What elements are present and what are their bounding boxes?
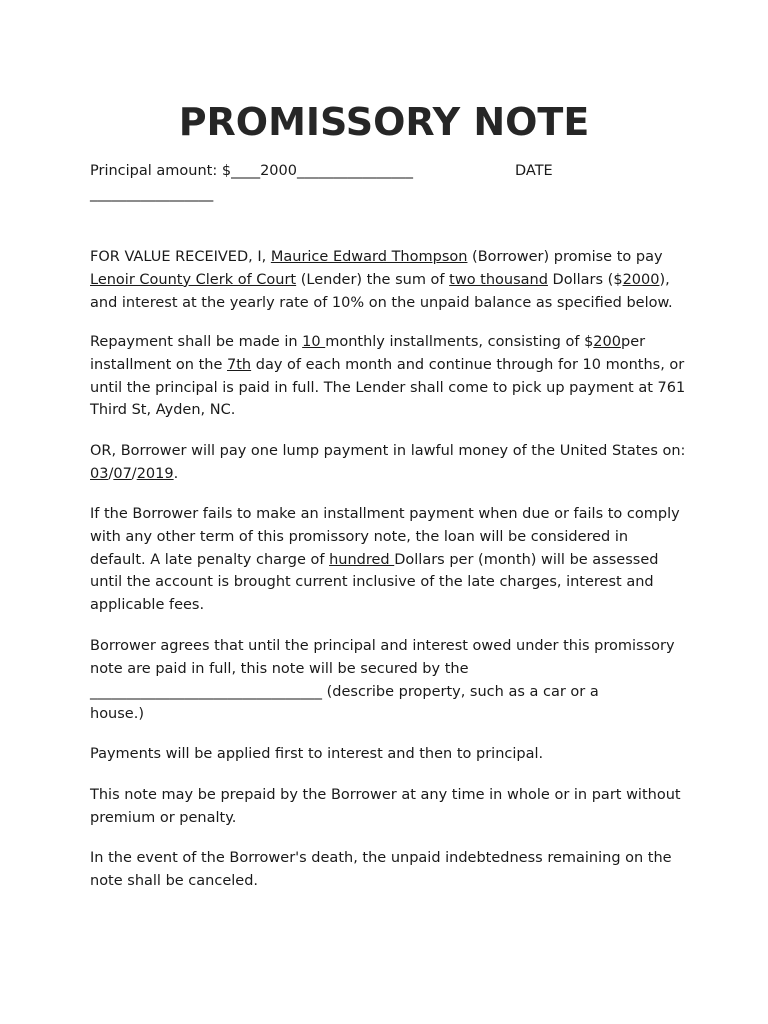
text-line: If the Borrower fails to make an installment payment when due or fails to comply <box>90 506 680 522</box>
text-line: OR, Borrower will pay one lump payment in lawful money of the United States on: <box>90 443 686 459</box>
text-span: Repayment shall be made in <box>90 334 303 350</box>
paragraph-security <box>90 635 690 726</box>
text-span: default. A late penalty charge of <box>90 551 330 568</box>
payment-month: 03 <box>90 465 109 482</box>
text-span: Dollars per (month) will be assessed <box>394 551 659 568</box>
paragraph-default <box>90 503 690 617</box>
text-span: ), <box>659 271 670 288</box>
principal-amount-text: Principal amount: $____2000________________ <box>90 163 413 179</box>
text-line: applicable fees. <box>90 597 205 614</box>
text-span: (Borrower) promise to pay <box>467 249 663 265</box>
amount-words: two thousand <box>449 271 548 288</box>
text-line: until the principal is paid in full. The Lender shall come to pick up payment at 761 <box>90 379 686 396</box>
installment-amount: 200 <box>593 334 621 350</box>
installment-count: 10 <box>302 334 326 350</box>
lender-name: Lenoir County Clerk of Court <box>90 271 297 288</box>
text-line: ________________________________ (describe property, such as a car or a <box>90 683 599 700</box>
paragraph-lump-payment <box>90 440 690 486</box>
text-line: note shall be canceled. <box>90 872 259 889</box>
paragraph-payment-application <box>90 743 690 766</box>
text-line: This note may be prepaid by the Borrower at any time in whole or in part without <box>90 787 681 803</box>
text-span: / <box>131 465 137 482</box>
text-line: Borrower agrees that until the principal and interest owed under this promissory <box>90 638 675 654</box>
document-title: PROMISSORY NOTE <box>178 100 590 144</box>
date-label: DATE <box>515 163 553 179</box>
text-line: Payments will be applied first to interest and then to principal. <box>90 746 544 762</box>
borrower-name: Maurice Edward Thompson <box>270 249 468 265</box>
paragraph-death <box>90 847 690 893</box>
text-span: day of each month and continue through for 10 months, or <box>251 356 685 373</box>
text-span: monthly installments, consisting of $ <box>325 334 594 350</box>
payment-year: 2019 <box>136 465 174 482</box>
text-line: note are paid in full, this note will be secured by the <box>90 660 469 677</box>
penalty-amount: hundred <box>329 551 395 568</box>
text-span: installment on the <box>90 356 228 373</box>
text-line: until the account is brought current inclusive of the late charges, interest and <box>90 574 654 591</box>
text-span: FOR VALUE RECEIVED, I, <box>90 249 271 265</box>
text-span: (Lender) the sum of <box>296 271 450 288</box>
text-line: with any other term of this promissory note, the loan will be considered in <box>90 528 629 545</box>
text-span: Dollars ($ <box>547 271 623 288</box>
text-line: Third St, Ayden, NC. <box>90 402 236 419</box>
paragraph-borrower-lender <box>90 246 690 314</box>
text-line: premium or penalty. <box>90 809 237 826</box>
paragraph-repayment <box>90 331 690 422</box>
principal-amount-line <box>90 160 690 206</box>
date-blank: _________________ <box>90 185 214 202</box>
text-line: house.) <box>90 706 144 723</box>
amount-number: 2000 <box>622 271 660 288</box>
text-line: and interest at the yearly rate of 10% on the unpaid balance as specified below. <box>90 294 673 311</box>
payment-day: 7th <box>227 356 252 373</box>
payment-day-date: 07 <box>113 465 132 482</box>
text-span: per <box>620 334 646 350</box>
paragraph-prepayment <box>90 784 690 830</box>
text-span: . <box>173 465 179 482</box>
text-line: In the event of the Borrower's death, the unpaid indebtedness remaining on the <box>90 850 672 866</box>
text-span: / <box>108 465 114 482</box>
